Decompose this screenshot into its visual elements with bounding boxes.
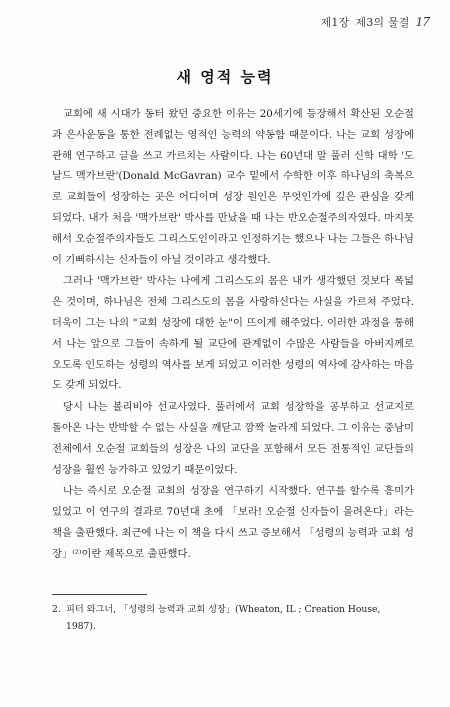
- footnote-number: 2.: [52, 604, 61, 615]
- footnote-continuation: 1987).: [66, 621, 96, 632]
- paragraph-1: 교회에 새 시대가 동터 왔던 중요한 이유는 20세기에 등장해서 확산된 오순절과 은사운동을 통한 전례없는 영적인 능력의 약동함 때문이다. 나는 교회 성장에 관해 연구하고 글을 쓰고 가르치는 사람이다. 나는 60년대 말 풀러 신학 대학 '도날드 맥가브란'(Donald McGavran) 교수 밑에서 수학한 이후 하나님의 축복으로 교회들이 성장하는 곳은 어디이며 성장 원인은 무엇인가에 깊은 관심을 갖게 되었다. 내가 처음 '맥가브란' 박사를 만났을 때 나는 반오순절주의자였다. 마지못해서 오순절주의자들도 그리스도인이라고 인정하기는 했으나 나는 그들은 하나님이 기뻐하시는 신자들이 아닐 것이라고 생각했다.: [52, 108, 414, 266]
- paragraph-2: 그러나 '맥가브란' 박사는 나에게 그리스도의 몸은 내가 생각했던 것보다 폭넓은 것이며, 하나님은 전체 그리스도의 몸을 사랑하신다는 사실을 가르쳐 주었다. 더욱이 그는 나의 "교회 성장에 대한 눈"이 뜨이게 해주었다. 이러한 과정을 통해서 나는 앞으로 그들이 속하게 될 교단에 관계없이 수많은 사람들을 아버지께로 오도록 인도하는 성령의 역사를 보게 되었고 이러한 성령의 역사에 감사하는 마음도 갖게 되었다.: [52, 275, 414, 392]
- header-chapter: 제1장: [320, 16, 350, 29]
- footnote-divider: [52, 594, 147, 595]
- paragraph-3: 당시 나는 볼리비아 선교사였다. 풀러에서 교회 성장학을 공부하고 선교지로 돌아온 나는 반박할 수 없는 사실을 깨닫고 깜짝 놀라게 되었다. 그 이유는 중남미 전체에서 오순절 교회들의 성장은 나의 교단을 포함해서 모든 전통적인 교단들의 성장을 훨씬 능가하고 있었기 때문이었다.: [52, 401, 414, 476]
- footnote-text: 피터 와그너, 「성령의 능력과 교회 성장」(Wheaton, IL ; Creation House,: [66, 604, 381, 615]
- footnote: [52, 601, 414, 635]
- header-section: 제3의 물결: [355, 16, 410, 29]
- body-text: [52, 104, 414, 566]
- page-number: 17: [415, 15, 430, 30]
- section-title: 새 영적 능력: [176, 68, 274, 86]
- running-header: [321, 14, 430, 31]
- paragraph-4: 나는 즉시로 오순절 교회의 성장을 연구하기 시작했다. 연구를 할수록 흥미가 있었고 이 연구의 결과로 70년대 초에 「보라! 오순절 신자들이 몰려온다」라는 책을 출판했다. 최근에 나는 이 책을 다시 쓰고 증보해서 「성령의 능력과 교회 성장」⁽²⁾이란 제목으로 출판했다.: [52, 485, 414, 560]
